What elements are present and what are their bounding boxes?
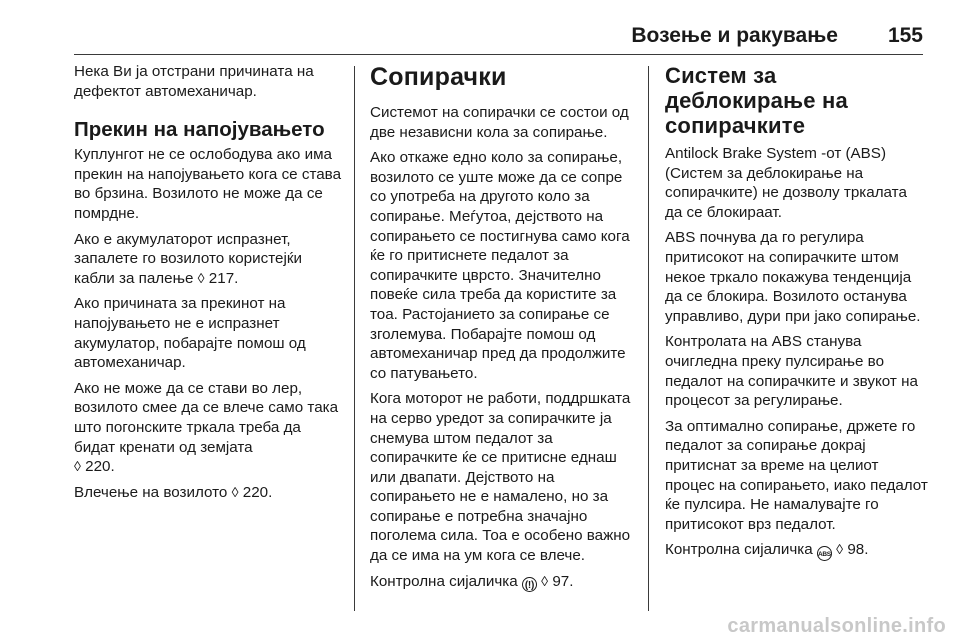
paragraph: Контролна сијаличка ABS ◊ 98. bbox=[665, 540, 928, 561]
section-title: Возење и ракување bbox=[631, 24, 838, 47]
page-reference[interactable]: 217. bbox=[208, 269, 239, 287]
page-reference[interactable]: 220. bbox=[242, 483, 273, 501]
paragraph: Antilock Brake System -от (ABS) (Систем за деблокирање на сопирачките) не дозволу тркалата да се блокираат. bbox=[665, 145, 907, 221]
column-divider-2 bbox=[648, 66, 649, 611]
paragraph: Куплунгот не се ослободува ако има прекин на напојувањето кога се става во брзина. Возилото не може да се помрдне. bbox=[74, 146, 342, 222]
paragraph: За оптимално сопирање, држете го педалот за сопирање докрај притиснат за време на целиот процес на сопирањето, иако педалот ќе пулсира. Не намалувајте го притисокот врз педалот. bbox=[665, 417, 928, 533]
header-divider bbox=[74, 54, 923, 55]
intro-paragraph: Нека Ви ја отстрани причината на дефектот автомеханичар. bbox=[74, 63, 314, 100]
page-reference[interactable]: 220. bbox=[85, 458, 115, 476]
paragraph: Ако е акумулаторот испразнет, запалете го возилото користејќи кабли за палење ◊ 217. bbox=[74, 230, 302, 287]
watermark: carmanualsonline.info bbox=[727, 615, 946, 637]
reference-arrow-icon: ◊ bbox=[74, 458, 81, 475]
paragraph: Кога моторот не работи, поддршката на серво уредот за сопирачките ја снемува штом педалот за сопирачките ќе се притисне еднаш или двапати. Дејството на сопирањето не е намалено, но за сопирање е потребна значајно поголема сила. Тоа е особено важно да се има на ум кога се влече. bbox=[370, 390, 631, 565]
page-reference[interactable]: 98. bbox=[847, 541, 869, 559]
brake-warning-icon: (!) bbox=[522, 577, 537, 592]
column-1 bbox=[74, 62, 342, 508]
paragraph: Системот на сопирачки се состои од две независни кола за сопирање. bbox=[370, 104, 629, 141]
page-reference[interactable]: 97. bbox=[552, 572, 574, 590]
reference-arrow-icon: ◊ bbox=[231, 483, 239, 500]
abs-heading: Систем за деблокирање на сопирачките bbox=[665, 63, 848, 138]
paragraph: ABS почнува да го регулира притисокот на сопирачките штом некое тркало покажува тенденција да се блокира. Возилото останува управливо, дури при јако сопирање. bbox=[665, 229, 921, 325]
paragraph: Ако не може да се стави во лер, возилото смее да се влече само така што погонските тркала треба да бидат кренати од земјата ◊ 220. bbox=[74, 379, 339, 476]
paragraph: Контролата на ABS станува очигледна преку пулсирање во педалот на сопирачките и звукот на процесот за регулирање. bbox=[665, 333, 918, 410]
column-divider-1 bbox=[354, 66, 355, 611]
column-3 bbox=[665, 62, 928, 567]
paragraph: Влечење на возилото ◊ 220. bbox=[74, 483, 273, 501]
power-interruption-heading: Прекин на напојувањето bbox=[74, 118, 325, 142]
paragraph: Контролна сијаличка (!) ◊ 97. bbox=[370, 572, 574, 591]
reference-arrow-icon: ◊ bbox=[197, 269, 205, 286]
page-number: 155 bbox=[887, 24, 923, 47]
brakes-heading: Сопирачки bbox=[370, 63, 507, 91]
paragraph: Ако откаже едно коло за сопирање, возилото се уште може да се сопре со употреба на другото коло за сопирање. Меѓутоа, дејството на сопирањето се постигнува само кога ќе го притиснете педалот за сопирачките цврсто. Значително повеќе сила треба да користите за тоа. Растојанието за сопирање се зголемува. Побарајте помош од автомеханичар пред да продолжите со патувањето. bbox=[370, 149, 630, 382]
reference-arrow-icon: ◊ bbox=[541, 572, 549, 589]
column-2 bbox=[370, 62, 632, 598]
abs-warning-icon: ABS bbox=[817, 546, 832, 561]
page-header bbox=[74, 24, 923, 50]
reference-arrow-icon: ◊ bbox=[836, 541, 844, 558]
paragraph: Ако причината за прекинот на напојувањето не е испразнет акумулатор, побарајте помош од автомеханичар. bbox=[74, 295, 306, 372]
